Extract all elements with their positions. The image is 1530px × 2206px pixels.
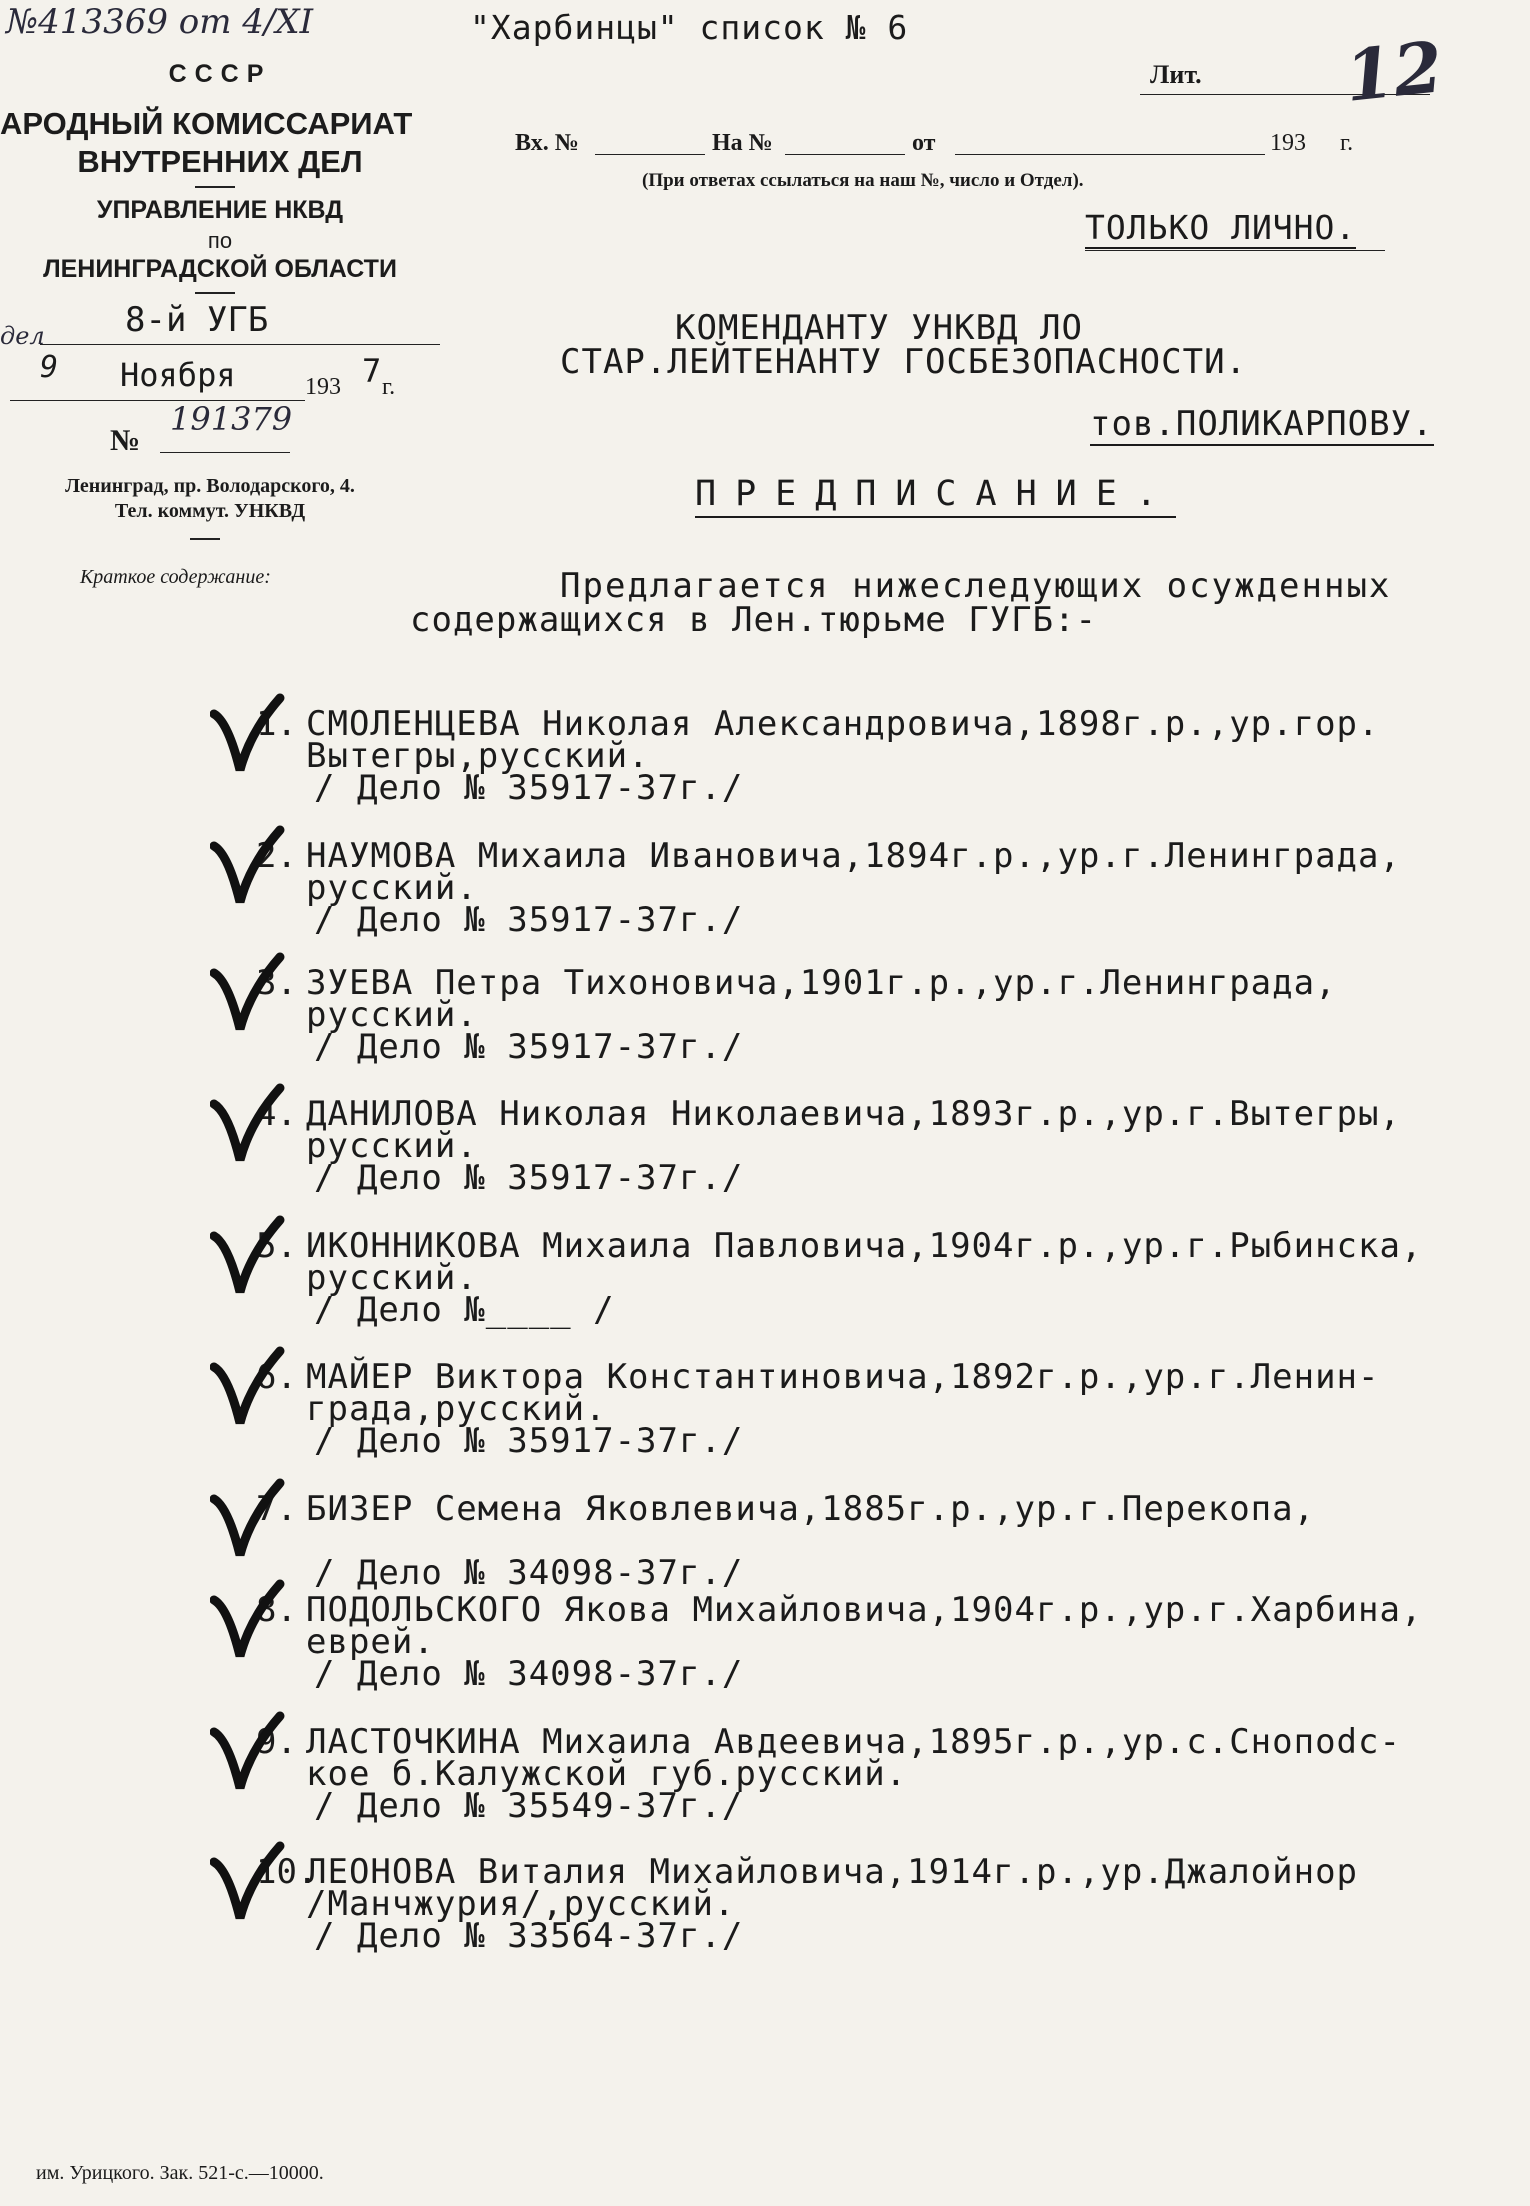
document-title: ПРЕДПИСАНИЕ.	[695, 474, 1176, 518]
entry-case-line: / Дело № 33564-37г./	[314, 1916, 744, 1956]
lit-label: Лит.	[1150, 60, 1202, 89]
checkmark-icon	[210, 951, 290, 1041]
entry-continuation-line: кое б.Калужской губ.русский.	[306, 1754, 908, 1794]
form-vx-line	[595, 154, 705, 155]
form-na-label: На №	[712, 130, 773, 156]
number-label: №	[110, 424, 141, 457]
letterhead-phone: Тел. коммут. УНКВД	[114, 500, 306, 522]
letterhead-divider	[190, 538, 220, 540]
entry-continuation-line: Вытегры,русский.	[306, 736, 650, 776]
entry-name-line: ДАНИЛОВА Николая Николаевича,1893г.р.,ур.г.Вытегры,	[306, 1094, 1401, 1134]
entry-number: 1.	[256, 704, 297, 744]
lit-handwritten-value: 12	[1340, 25, 1447, 118]
date-year-prefix: 193	[305, 374, 341, 400]
entry-number: 7.	[256, 1489, 297, 1529]
form-na-line	[785, 154, 905, 155]
entry-number: 9.	[256, 1722, 297, 1762]
checkmark-icon	[210, 1578, 290, 1668]
checkmark-icon	[210, 1840, 290, 1930]
entry-number: 10.	[256, 1852, 318, 1892]
checkmark-icon	[210, 1082, 290, 1172]
intro-line1: Предлагается нижеследующих осужденных	[560, 566, 1392, 606]
entry-continuation-line: русский.	[306, 1126, 478, 1166]
entry-name-line: МАЙЕР Виктора Константиновича,1892г.р.,ур.г.Ленин-	[306, 1357, 1380, 1397]
letterhead-directorate-line2: по	[207, 228, 233, 253]
checkmark-icon	[210, 1477, 290, 1567]
entry-case-line: / Дело № 35549-37г./	[314, 1786, 744, 1826]
form-vx-label: Вх. №	[515, 130, 579, 156]
only-personal-stamp: ТОЛЬКО ЛИЧНО.	[1085, 208, 1357, 247]
entry-case-line: / Дело № 34098-37г./	[314, 1654, 744, 1694]
form-year-label: 193	[1270, 130, 1306, 156]
checkmark-icon	[210, 692, 290, 782]
only-personal-underline	[1085, 250, 1385, 251]
form-g-label: г.	[1340, 130, 1354, 156]
letterhead-directorate-line1: УПРАВЛЕНИЕ НКВД	[96, 196, 344, 224]
letterhead-country: СССР	[168, 60, 272, 88]
form-date-line	[955, 154, 1265, 155]
date-month: Ноября	[120, 356, 236, 394]
entry-name-line: ПОДОЛЬСКОГО Якова Михайловича,1904г.р.,ур.г.Харбина,	[306, 1590, 1423, 1630]
entry-case-line: / Дело № 35917-37г./	[314, 900, 744, 940]
entry-number: 8.	[256, 1590, 297, 1630]
entry-number: 2.	[256, 836, 297, 876]
dept-label: дел	[0, 322, 45, 350]
letterhead-commissariat-line1: АРОДНЫЙ КОМИССАРИАТ	[0, 106, 413, 141]
checkmark-icon	[210, 1345, 290, 1435]
entry-name-line: ИКОННИКОВА Михаила Павловича,1904г.р.,ур.г.Рыбинска,	[306, 1226, 1423, 1266]
letterhead-directorate-line3: ЛЕНИНГРАДСКОЙ ОБЛАСТИ	[43, 255, 397, 283]
handwritten-registration-number: №413369 от 4/XI	[6, 2, 314, 42]
entry-number: 5.	[256, 1226, 297, 1266]
form-hint: (При ответах ссылаться на наш №, число и Отдел).	[642, 170, 1084, 191]
checkmark-icon	[210, 1214, 290, 1304]
letterhead-divider	[195, 186, 235, 188]
entry-name-line: ЗУЕВА Петра Тихоновича,1901г.р.,ур.г.Ленинграда,	[306, 963, 1337, 1003]
list-header: "Харбинцы" список № 6	[470, 8, 909, 47]
entry-continuation-line: русский.	[306, 995, 478, 1035]
entry-continuation-line: града,русский.	[306, 1389, 607, 1429]
letterhead-divider	[195, 292, 235, 294]
addressee-line2: СТАР.ЛЕЙТЕНАНТУ ГОСБЕЗОПАСНОСТИ.	[560, 342, 1248, 382]
summary-label: Краткое содержание:	[80, 566, 271, 588]
intro-line2: содержащихся в Лен.тюрьме ГУГБ:-	[410, 600, 1098, 640]
dept-value: 8-й УГБ	[125, 300, 269, 340]
entry-number: 4.	[256, 1094, 297, 1134]
entry-continuation-line: русский.	[306, 1258, 478, 1298]
entry-name-line: НАУМОВА Михаила Ивановича,1894г.р.,ур.г.Ленинграда,	[306, 836, 1401, 876]
entry-case-line: / Дело № 35917-37г./	[314, 1421, 744, 1461]
checkmark-icon	[210, 1710, 290, 1800]
dept-underline	[40, 344, 440, 345]
date-day: 9	[40, 350, 59, 385]
letterhead-address: Ленинград, пр. Володарского, 4.	[65, 475, 355, 497]
entry-continuation-line: еврей.	[306, 1622, 435, 1662]
entry-continuation-line: русский.	[306, 868, 478, 908]
entry-name-line: ЛАСТОЧКИНА Михаила Авдеевича,1895г.р.,ур.с.Снопodс-	[306, 1722, 1401, 1762]
entry-case-line: / Дело № 34098-37г./	[314, 1553, 744, 1593]
entry-case-line: / Дело № 35917-37г./	[314, 1027, 744, 1067]
entry-number: 3.	[256, 963, 297, 1003]
addressee-line1: КОМЕНДАНТУ УНКВД ЛО	[675, 308, 1083, 348]
entry-name-line: БИЗЕР Семена Яковлевича,1885г.р.,ур.г.Перекопа,	[306, 1489, 1316, 1529]
entry-case-line: / Дело № 35917-37г./	[314, 1158, 744, 1198]
entry-name-line: СМОЛЕНЦЕВА Николая Александровича,1898г.р.,ур.гор.	[306, 704, 1380, 744]
date-g: г.	[382, 374, 396, 400]
entry-name-line: ЛЕОНОВА Виталия Михайловича,1914г.р.,ур.Джалойнор	[306, 1852, 1359, 1892]
number-handwritten-value: 191379	[170, 400, 293, 438]
form-ot-label: от	[912, 130, 936, 156]
checkmark-icon	[210, 824, 290, 914]
entry-case-line: / Дело № 35917-37г./	[314, 768, 744, 808]
entry-number: 6.	[256, 1357, 297, 1397]
letterhead-commissariat-line2: ВНУТРЕННИХ ДЕЛ	[77, 144, 363, 179]
footer-print-info: им. Урицкого. Зак. 521-с.—10000.	[36, 2162, 324, 2184]
addressee-line3: тов.ПОЛИКАРПОВУ.	[1090, 404, 1434, 444]
date-year-suffix: 7	[362, 352, 382, 390]
entry-continuation-line: /Манчжурия/,русский.	[306, 1884, 736, 1924]
number-underline	[160, 452, 290, 453]
entry-case-line: / Дело №____ /	[314, 1290, 615, 1330]
